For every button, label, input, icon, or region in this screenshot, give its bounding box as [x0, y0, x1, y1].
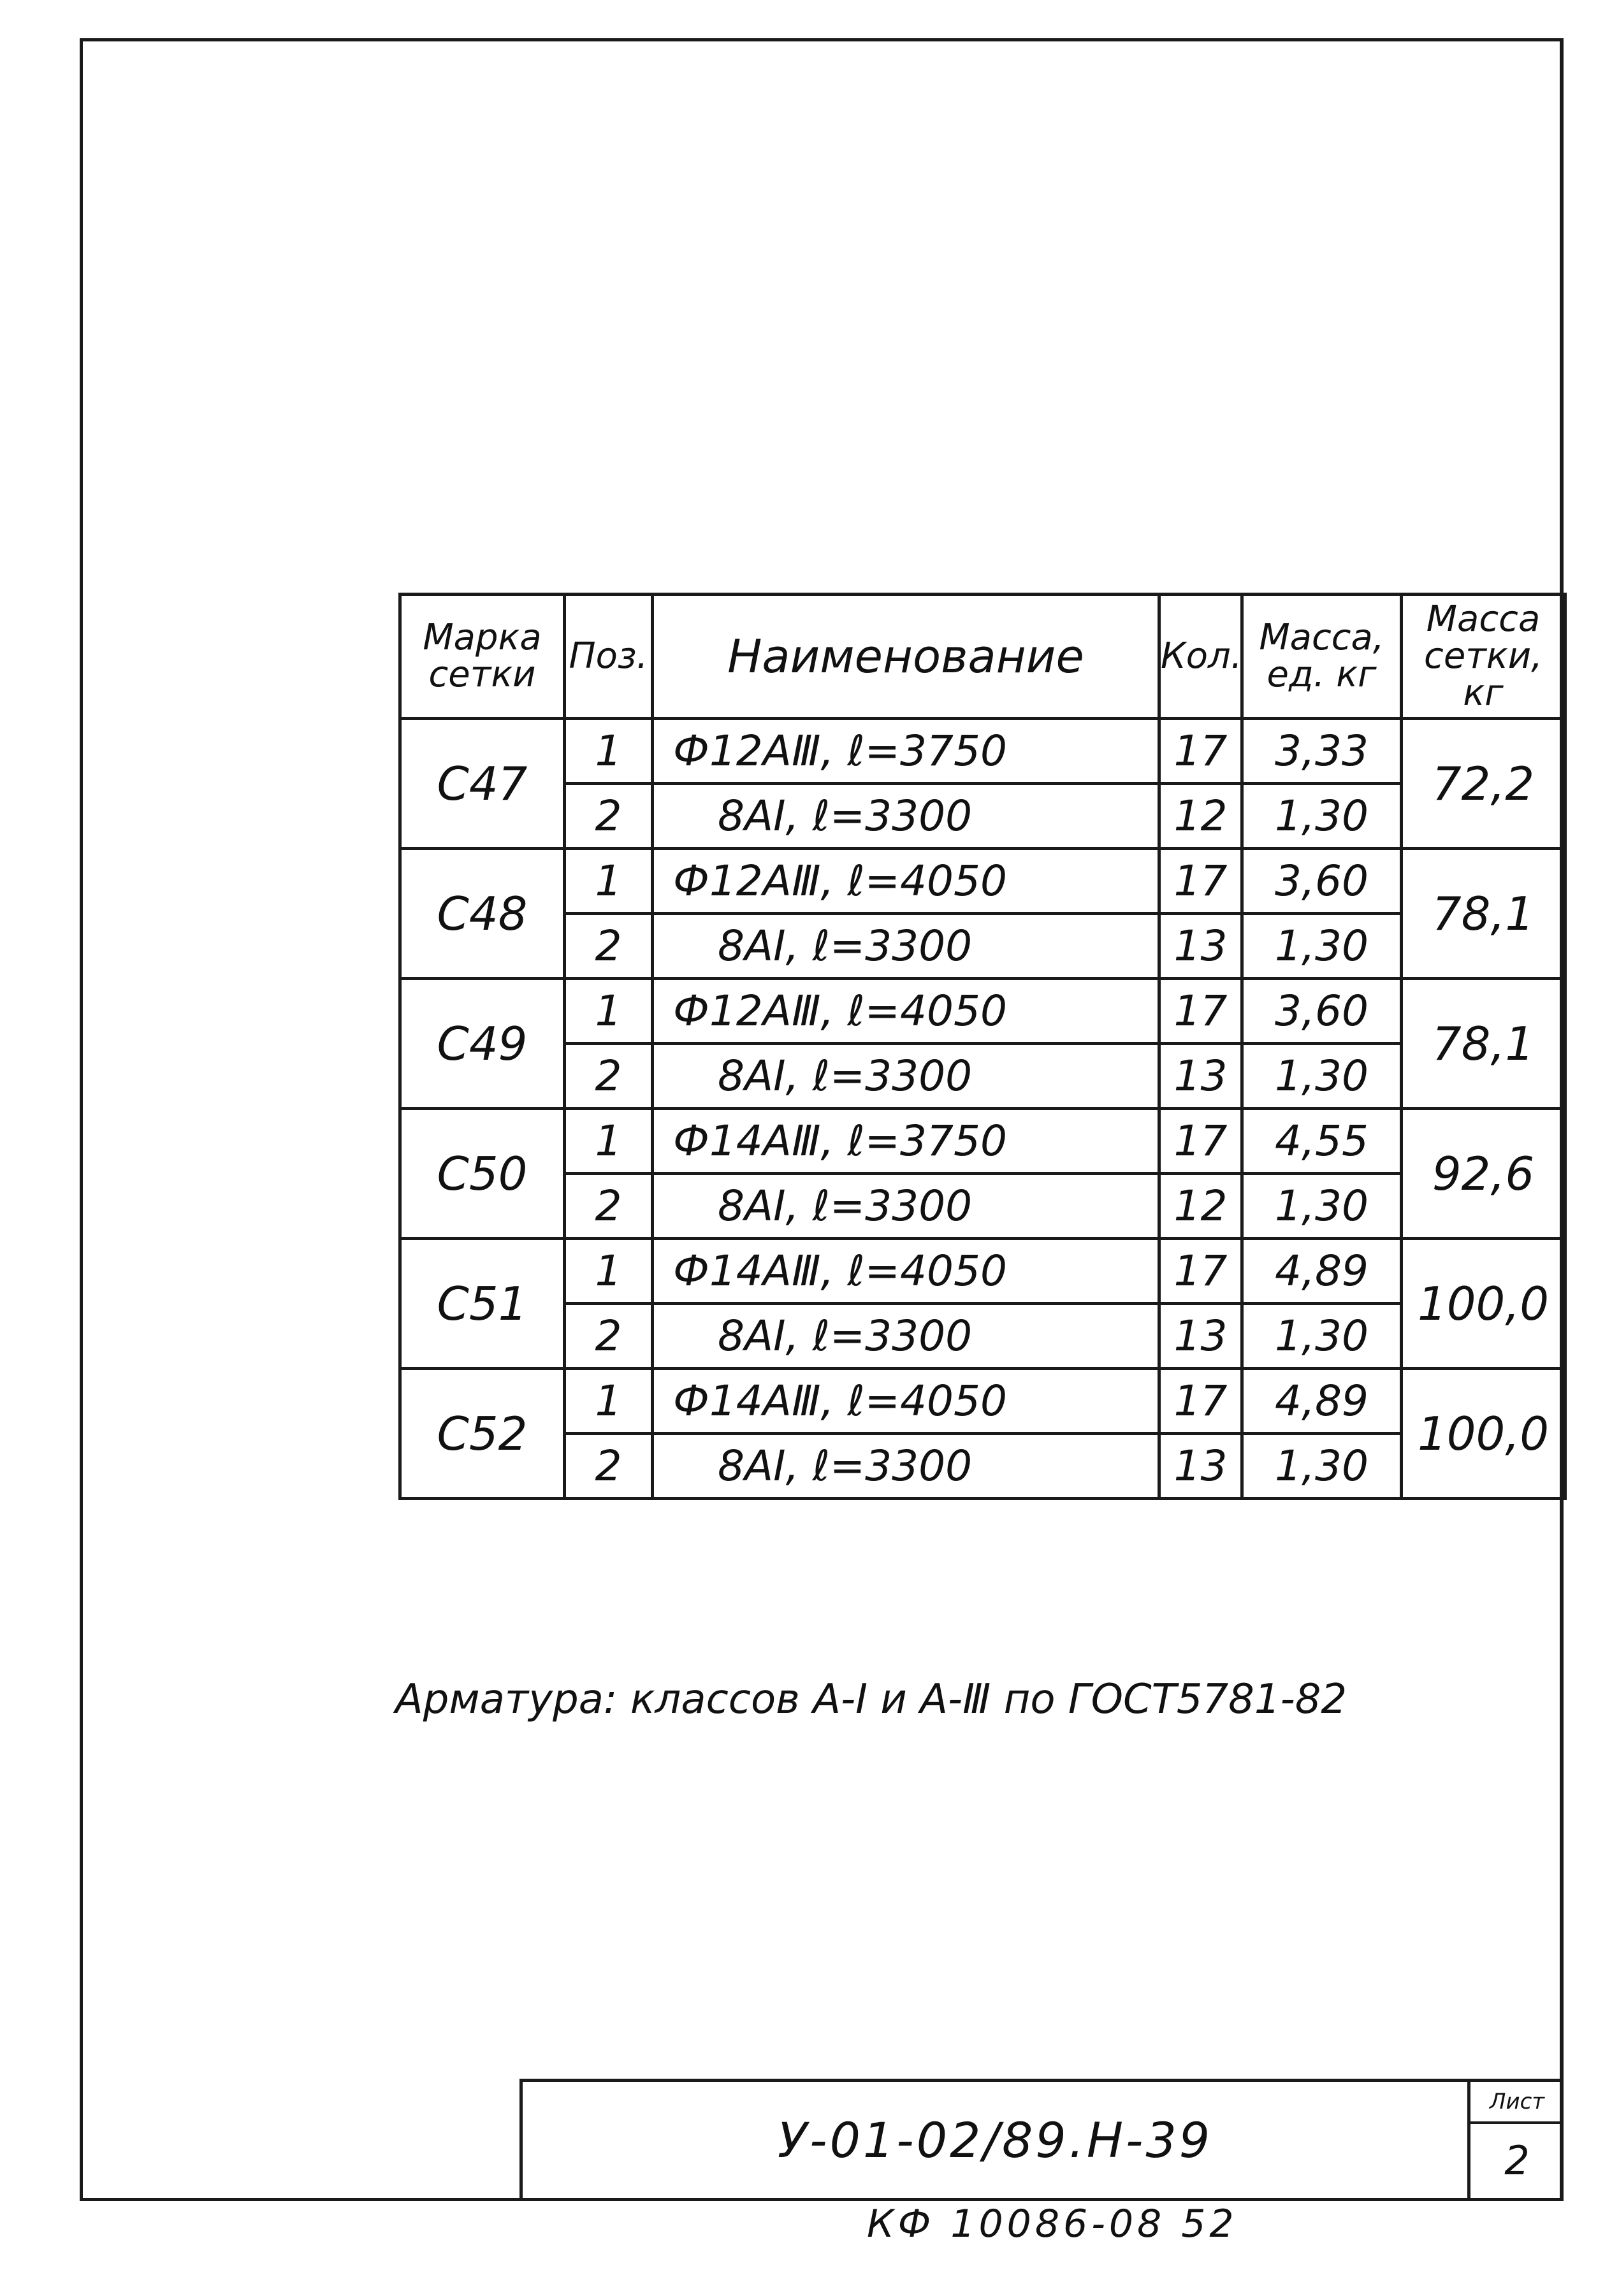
item-name-cell: 8АI, ℓ=3300: [653, 1044, 1159, 1109]
table-body: [400, 719, 1565, 1499]
item-name-cell: 8АI, ℓ=3300: [653, 1174, 1159, 1239]
item-name-cell: 8АI, ℓ=3300: [653, 1304, 1159, 1369]
table-row: [400, 1304, 1565, 1369]
mesh-mark-cell: С49: [400, 979, 565, 1109]
drawing-code: У-01-02/89.Н-39: [777, 2111, 1213, 2169]
quantity-cell: 17: [1159, 1239, 1242, 1304]
header-mark: Марка сетки: [400, 595, 565, 719]
position-cell: 2: [565, 784, 653, 849]
net-mass-cell: 100,0: [1402, 1369, 1565, 1499]
item-name-cell: 8АI, ℓ=3300: [653, 784, 1159, 849]
mesh-mark-cell: С47: [400, 719, 565, 849]
position-cell: 1: [565, 979, 653, 1044]
position-cell: 2: [565, 914, 653, 979]
item-name-cell: Ф14АⅢ, ℓ=4050: [653, 1239, 1159, 1304]
item-name-cell: Ф12АⅢ, ℓ=4050: [653, 849, 1159, 914]
unit-mass-cell: 1,30: [1242, 784, 1402, 849]
position-cell: 2: [565, 1434, 653, 1499]
quantity-cell: 13: [1159, 1044, 1242, 1109]
quantity-cell: 17: [1159, 1369, 1242, 1434]
quantity-cell: 17: [1159, 849, 1242, 914]
table-row: [400, 914, 1565, 979]
table-header-row: [400, 595, 1565, 719]
quantity-cell: 12: [1159, 1174, 1242, 1239]
position-cell: 1: [565, 1109, 653, 1174]
unit-mass-cell: 1,30: [1242, 1434, 1402, 1499]
mesh-mark-cell: С50: [400, 1109, 565, 1239]
header-unit-mass: Масса, ед. кг: [1242, 595, 1402, 719]
net-mass-cell: 92,6: [1402, 1109, 1565, 1239]
sheet-number: 2: [1504, 2137, 1530, 2184]
item-name-cell: Ф14АⅢ, ℓ=3750: [653, 1109, 1159, 1174]
sheet-cell: [1467, 2082, 1564, 2198]
table-row: [400, 979, 1565, 1044]
unit-mass-cell: 1,30: [1242, 1304, 1402, 1369]
net-mass-cell: 72,2: [1402, 719, 1565, 849]
unit-mass-cell: 4,55: [1242, 1109, 1402, 1174]
unit-mass-cell: 1,30: [1242, 1174, 1402, 1239]
position-cell: 2: [565, 1174, 653, 1239]
net-mass-cell: 78,1: [1402, 979, 1565, 1109]
table-row: [400, 1044, 1565, 1109]
quantity-cell: 17: [1159, 979, 1242, 1044]
reinforcement-note: Арматура: классов А-I и А-Ⅲ по ГОСТ5781-82: [395, 1676, 1347, 1723]
header-quantity: Кол.: [1159, 595, 1242, 719]
item-name-cell: Ф14АⅢ, ℓ=4050: [653, 1369, 1159, 1434]
quantity-cell: 17: [1159, 1109, 1242, 1174]
table-row: [400, 1369, 1565, 1434]
table-row: [400, 719, 1565, 784]
table-row: [400, 849, 1565, 914]
unit-mass-cell: 1,30: [1242, 1044, 1402, 1109]
quantity-cell: 17: [1159, 719, 1242, 784]
net-mass-cell: 78,1: [1402, 849, 1565, 979]
quantity-cell: 13: [1159, 1304, 1242, 1369]
item-name-cell: 8АI, ℓ=3300: [653, 914, 1159, 979]
quantity-cell: 12: [1159, 784, 1242, 849]
title-block: [519, 2079, 1564, 2198]
unit-mass-cell: 3,60: [1242, 849, 1402, 914]
item-name-cell: Ф12АⅢ, ℓ=4050: [653, 979, 1159, 1044]
table-row: [400, 1174, 1565, 1239]
mesh-mark-cell: С52: [400, 1369, 565, 1499]
unit-mass-cell: 4,89: [1242, 1369, 1402, 1434]
position-cell: 2: [565, 1304, 653, 1369]
unit-mass-cell: 1,30: [1242, 914, 1402, 979]
position-cell: 1: [565, 1239, 653, 1304]
header-position: Поз.: [565, 595, 653, 719]
position-cell: 1: [565, 1369, 653, 1434]
table-row: [400, 1434, 1565, 1499]
position-cell: 1: [565, 849, 653, 914]
quantity-cell: 13: [1159, 1434, 1242, 1499]
mesh-mark-cell: С48: [400, 849, 565, 979]
position-cell: 2: [565, 1044, 653, 1109]
table-row: [400, 1239, 1565, 1304]
net-mass-cell: 100,0: [1402, 1239, 1565, 1369]
table-row: [400, 1109, 1565, 1174]
header-net-mass: Масса сетки, кг: [1402, 595, 1565, 719]
unit-mass-cell: 3,33: [1242, 719, 1402, 784]
item-name-cell: Ф12АⅢ, ℓ=3750: [653, 719, 1159, 784]
specification-table: [398, 593, 1567, 1500]
sheet-label: Лист: [1470, 2082, 1564, 2124]
archive-number: КФ 10086-08 52: [867, 2202, 1238, 2246]
unit-mass-cell: 3,60: [1242, 979, 1402, 1044]
mesh-mark-cell: С51: [400, 1239, 565, 1369]
unit-mass-cell: 4,89: [1242, 1239, 1402, 1304]
table-row: [400, 784, 1565, 849]
header-name: Наименование: [653, 595, 1159, 719]
quantity-cell: 13: [1159, 914, 1242, 979]
item-name-cell: 8АI, ℓ=3300: [653, 1434, 1159, 1499]
position-cell: 1: [565, 719, 653, 784]
